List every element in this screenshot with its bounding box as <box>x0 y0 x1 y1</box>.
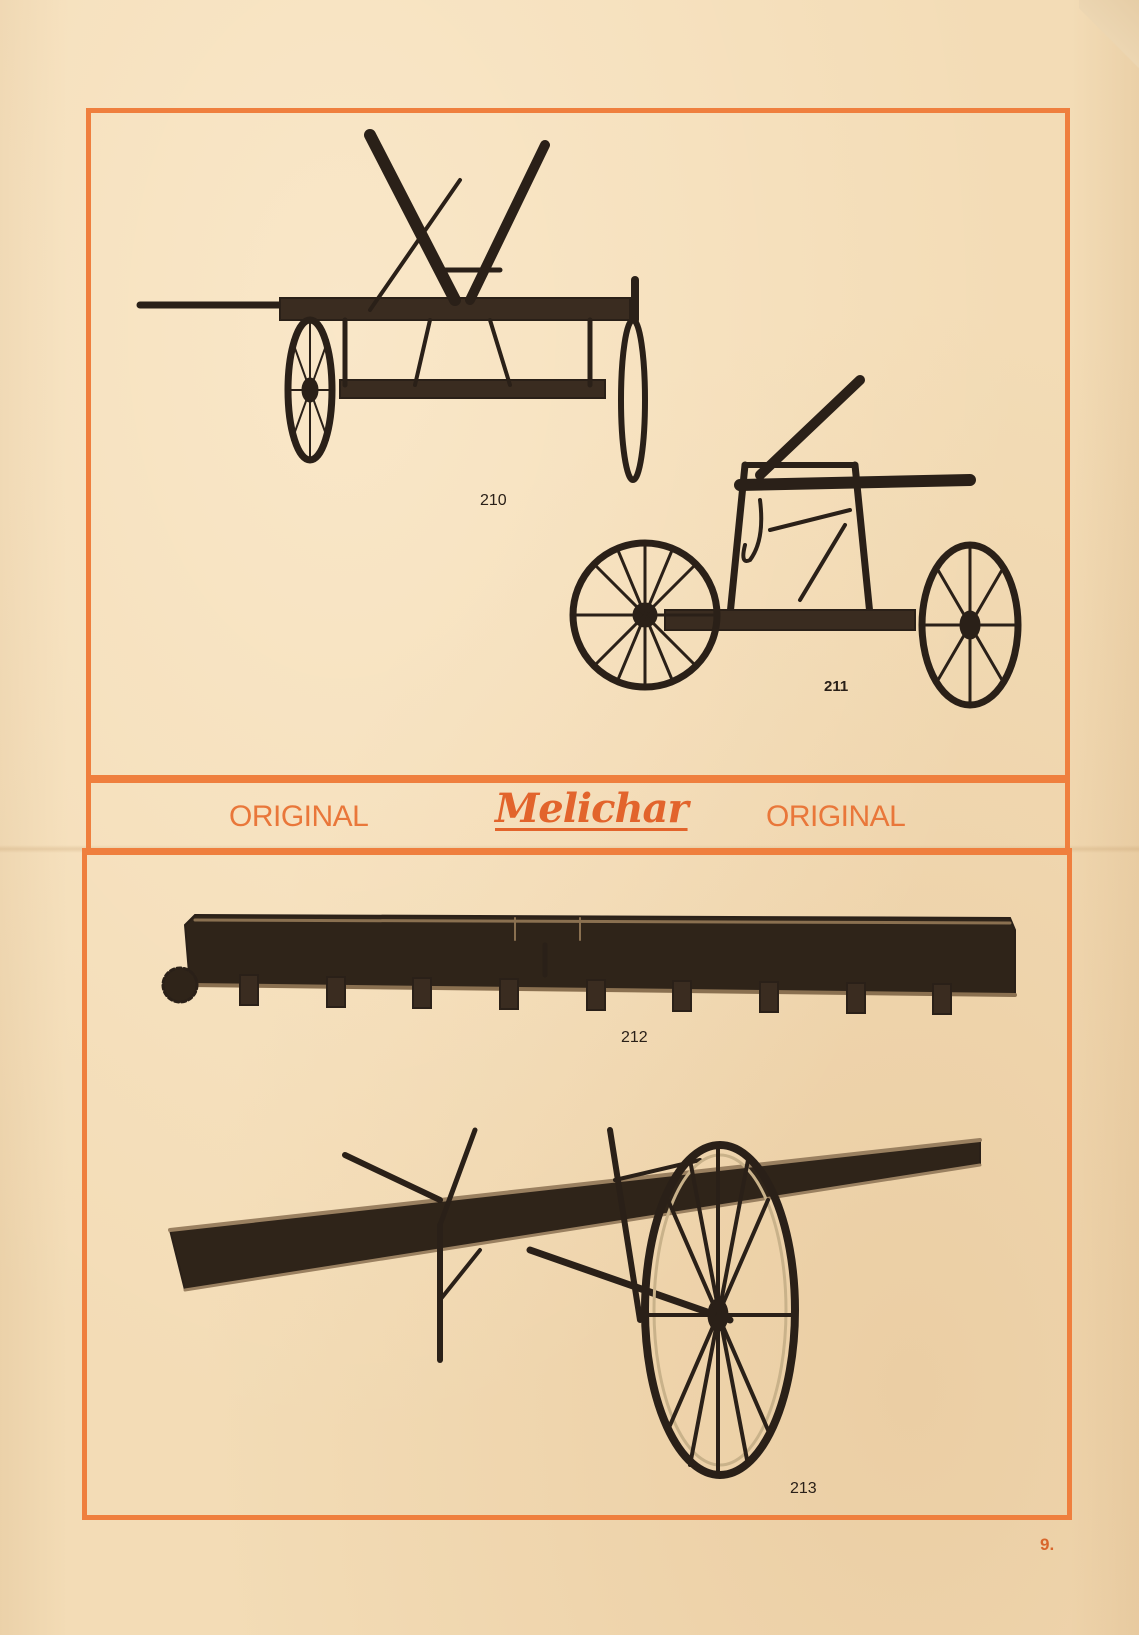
figure-212-illustration <box>163 915 1015 1014</box>
original-label-left: ORIGINAL <box>229 800 369 833</box>
figure-210-number: 210 <box>480 492 507 509</box>
figure-213-illustration <box>170 1130 980 1475</box>
figure-212-number: 212 <box>621 1029 648 1046</box>
figure-211-illustration <box>573 380 1018 705</box>
figure-210-illustration <box>140 135 645 480</box>
page-number: 9. <box>1040 1535 1055 1554</box>
figure-211-number: 211 <box>824 678 849 695</box>
original-label-right: ORIGINAL <box>766 800 906 833</box>
melichar-logo: Melichar <box>495 785 688 832</box>
figure-213-number: 213 <box>790 1480 817 1497</box>
